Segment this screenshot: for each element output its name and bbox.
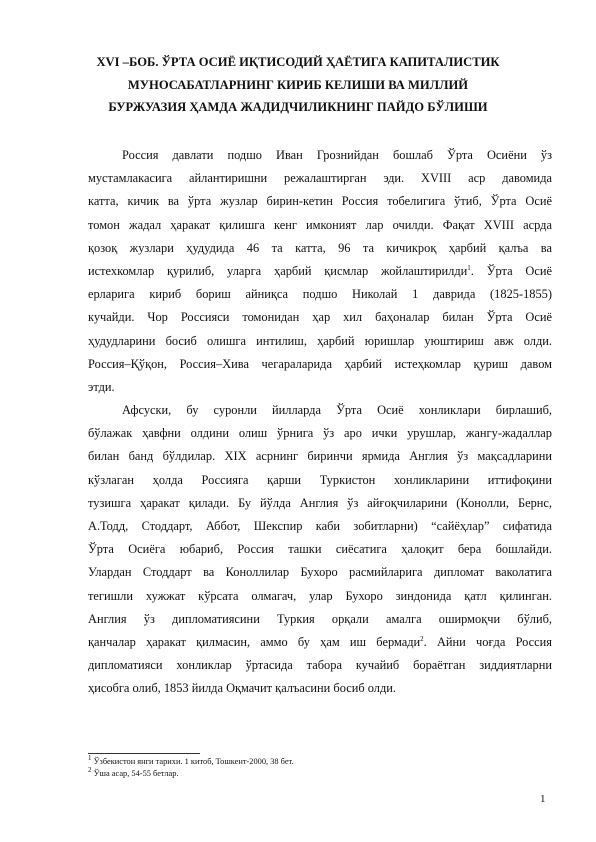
- text-line: ҳудудларини босиб олишга интилиш, ҳарбий юришлар уюштириш авж олди.: [88, 333, 552, 348]
- text-line: ерларига кириб бориш айниқса подшо Николай 1 даврида (1825-1855): [88, 287, 552, 302]
- text-fragment: қанчалар ҳаракат қилмасин, аммо бу ҳам иш бермади: [88, 634, 421, 649]
- text-line: [88, 260, 552, 283]
- paragraph-1: [88, 144, 552, 399]
- text-line: Ўрта Осиёга юбариб, Россия ташки сиёсатига ҳалоқит бера бошлайди.: [88, 542, 552, 557]
- text-line: қозоқ жузлари ҳудудида 46 та катта, 96 та кичикроқ ҳарбий қалъа ва: [88, 240, 552, 255]
- text-line: билан банд бўлдилар. XIX асрнинг биринчи ярмида Англия ўз мақсадларини: [88, 449, 552, 464]
- footnote-2: [88, 765, 294, 780]
- text-line: Россия–Қўқон, Россия–Хива чегараларида ҳарбий истеҳкомлар қуриш давом: [88, 356, 552, 371]
- text-line: этди.: [88, 379, 115, 394]
- text-line: дипломатияси хонликлар ўртасида табора кучайиб бораётган зиддиятларни: [88, 658, 552, 673]
- page-number: 1: [540, 793, 546, 805]
- chapter-title: [70, 51, 526, 119]
- text-line: Улардан Стоддарт ва Коноллилар Бухоро расмийларига дипломат ваколатига: [88, 565, 552, 580]
- text-line: кўзлаган ҳолда Россияга қарши Туркистон хонликларини иттифоқини: [88, 472, 552, 487]
- title-line-2: МУНОСАБАТЛАРНИНГ КИРИБ КЕЛИШИ ВА МИЛЛИЙ: [127, 77, 469, 92]
- paragraph-2: [88, 399, 552, 700]
- footnote-ref-1[interactable]: 1: [467, 263, 471, 272]
- title-line-1: XVI –БОБ. ЎРТА ОСИЁ ИҚТИСОДИЙ ҲАЁТИГА КАПИТАЛИСТИК: [96, 55, 500, 69]
- text-fragment: . Айни чоғда Россия: [423, 634, 552, 649]
- text-line: А.Тодд, Стоддарт, Аббот, Шекспир каби зобитларни) “сайёҳлар” сифатида: [88, 519, 552, 533]
- text-line: Англия ўз дипломатиясини Туркия орқали амалга оширмоқчи бўлиб,: [88, 611, 552, 626]
- footnote-separator: [88, 753, 200, 754]
- text-line: Россия давлати подшо Иван Грознийдан бошлаб Ўрта Осиёни ўз: [122, 148, 552, 162]
- footnotes: [88, 756, 294, 779]
- text-line: [88, 631, 552, 654]
- text-line: Афсуски, бу суронли йилларда Ўрта Осиё хонликлари бирлашиб,: [122, 403, 552, 418]
- text-line: катта, кичик ва ўрта жузлар бирин-кетин Россия тобелигига ўтиб, Ўрта Осиё: [88, 194, 552, 209]
- footnote-text: Ўзбекистон янги тарихи. 1 китоб, Тошкент-2000, 38 бет.: [91, 757, 294, 766]
- footnote-1: [88, 756, 294, 768]
- text-fragment: истехкомлар қурилиб, уларга ҳарбий қисмлар жойлаштирилди: [88, 263, 468, 278]
- text-line: томон жадал ҳаракат қилишга кенг имконият лар очилди. Фақат XVIII асрда: [88, 217, 552, 232]
- text-line: тегишли хужжат кўрсата олмагач, улар Бухоро зиндонида қатл қилинган.: [88, 588, 552, 603]
- text-line: кучайди. Чор Россияси томонидан ҳар хил баҳоналар билан Ўрта Осиё: [88, 310, 552, 325]
- body-text: [88, 144, 552, 701]
- text-fragment: . Ўрта Осиё: [470, 263, 552, 278]
- footnote-mark: 2: [88, 765, 92, 774]
- footnote-ref-2[interactable]: 2: [420, 634, 424, 643]
- text-line: бўлажак ҳавфни олдини олиш ўрнига ўз аро ички урушлар, жангу-жадаллар: [88, 426, 552, 441]
- footnote-mark: 1: [88, 754, 92, 763]
- title-line-3: БУРЖУАЗИЯ ҲАМДА ЖАДИДЧИЛИКНИНГ ПАЙДО БЎЛИШИ: [108, 100, 488, 114]
- text-line: мустамлакасига айлантиришни режалаштирган эди. XVIII аср давомида: [88, 171, 552, 186]
- text-line: ҳисобга олиб, 1853 йилда Оқмачит қалъасини босиб олди.: [88, 681, 396, 696]
- text-line: тузишга ҳаракат қилади. Бу йўлда Англия ўз айғоқчиларини (Конолли, Бернс,: [88, 495, 552, 510]
- footnote-text: Ўша асар, 54-55 бетлар.: [91, 768, 179, 778]
